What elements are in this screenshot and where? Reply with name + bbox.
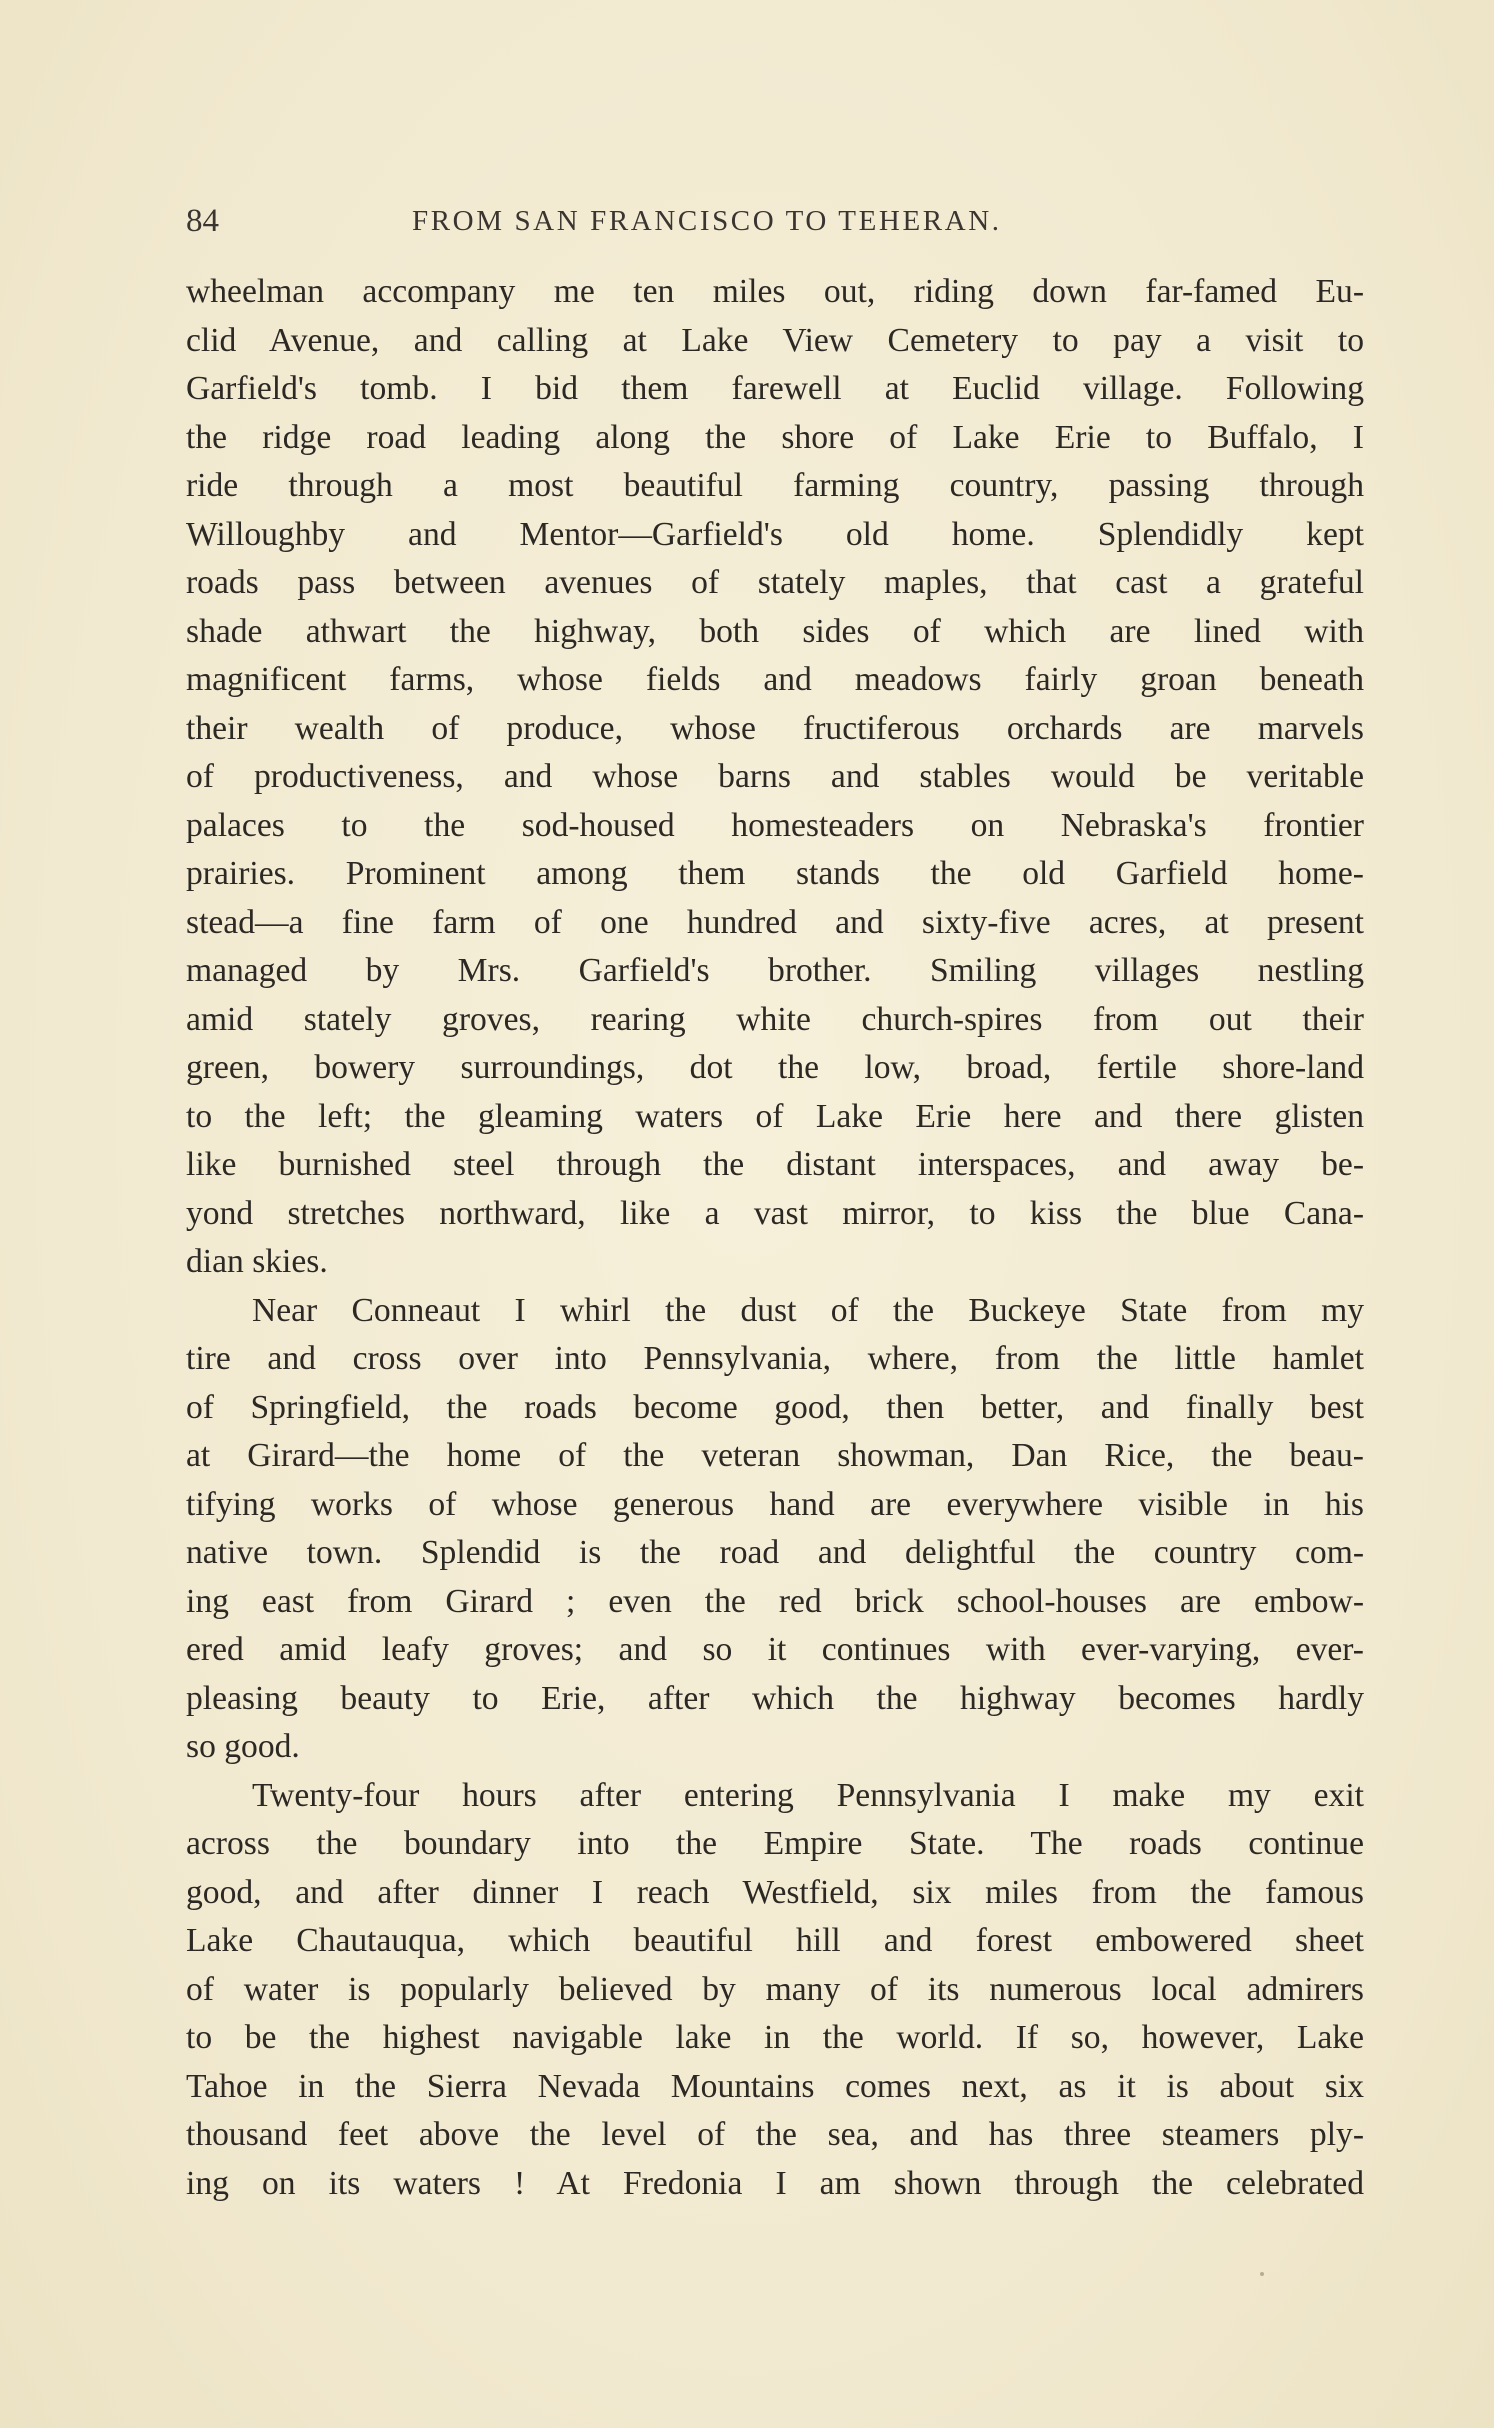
text-line: of productiveness, and whose barns and stables would be veritable [186, 758, 1364, 795]
page-number: 84 [186, 203, 219, 239]
text-line: ride through a most beautiful farming country, passing through [186, 467, 1364, 504]
text-line: to be the highest navigable lake in the world. If so, however, Lake [186, 2019, 1364, 2056]
text-line: wheelman accompany me ten miles out, riding down far-famed Eu- [186, 273, 1364, 310]
text-line: tifying works of whose generous hand are everywhere visible in his [186, 1485, 1364, 1523]
page-header [186, 198, 1364, 244]
paragraph [186, 1772, 1364, 2209]
text-line: dian skies. [186, 1243, 328, 1280]
text-line: Near Conneaut I whirl the dust of the Buckeye State from my [252, 1291, 1364, 1329]
text-line: ing on its waters ! At Fredonia I am shown through the celebrated [186, 2164, 1364, 2202]
text-line: stead—a fine farm of one hundred and sixty-five acres, at present [186, 903, 1364, 941]
text-line: across the boundary into the Empire State. The roads continue [186, 1825, 1364, 1862]
text-line: Tahoe in the Sierra Nevada Mountains comes next, as it is about six [186, 2067, 1364, 2105]
running-head: FROM SAN FRANCISCO TO TEHERAN. [412, 205, 1002, 237]
text-line: managed by Mrs. Garfield's brother. Smiling villages nestling [186, 952, 1364, 989]
text-line: Garfield's tomb. I bid them farewell at Euclid village. Following [186, 370, 1364, 407]
paragraph [186, 1287, 1364, 1772]
body-text [186, 268, 1364, 2208]
text-line: to the left; the gleaming waters of Lake Erie here and there glisten [186, 1097, 1364, 1135]
text-line: palaces to the sod-housed homesteaders on Nebraska's frontier [186, 806, 1364, 844]
paper-speck [1260, 2272, 1264, 2276]
text-line: prairies. Prominent among them stands the old Garfield home- [186, 855, 1364, 892]
text-line: Willoughby and Mentor—Garfield's old home. Splendidly kept [186, 515, 1364, 553]
text-line: of Springfield, the roads become good, then better, and finally best [186, 1388, 1364, 1426]
text-line: like burnished steel through the distant interspaces, and away be- [186, 1146, 1364, 1183]
text-line: at Girard—the home of the veteran showman, Dan Rice, the beau- [186, 1437, 1364, 1474]
text-line: amid stately groves, rearing white church-spires from out their [186, 1000, 1364, 1038]
text-line: yond stretches northward, like a vast mirror, to kiss the blue Cana- [186, 1194, 1364, 1232]
text-line: magnificent farms, whose fields and meadows fairly groan beneath [186, 661, 1364, 698]
text-line: shade athwart the highway, both sides of which are lined with [186, 612, 1364, 650]
text-line: thousand feet above the level of the sea, and has three steamers ply- [186, 2116, 1364, 2153]
text-line: pleasing beauty to Erie, after which the highway becomes hardly [186, 1679, 1364, 1717]
text-line: good, and after dinner I reach Westfield, six miles from the famous [186, 1873, 1364, 1911]
text-line: clid Avenue, and calling at Lake View Cemetery to pay a visit to [186, 321, 1364, 359]
text-line: roads pass between avenues of stately maples, that cast a grateful [186, 564, 1364, 601]
text-line: the ridge road leading along the shore of Lake Erie to Buffalo, I [186, 418, 1364, 456]
text-line: so good. [186, 1728, 300, 1765]
text-line: ing east from Girard ; even the red brick school-houses are embow- [186, 1582, 1364, 1620]
text-line: Twenty-four hours after entering Pennsylvania I make my exit [252, 1776, 1364, 1814]
text-line: ered amid leafy groves; and so it continues with ever-varying, ever- [186, 1631, 1364, 1668]
text-line: Lake Chautauqua, which beautiful hill and forest embowered sheet [186, 1922, 1364, 1959]
text-line: their wealth of produce, whose fructiferous orchards are marvels [186, 709, 1364, 747]
text-line: of water is popularly believed by many of its numerous local admirers [186, 1970, 1364, 2008]
text-line: native town. Splendid is the road and delightful the country com- [186, 1534, 1364, 1571]
paragraph [186, 268, 1364, 1287]
text-line: green, bowery surroundings, dot the low, broad, fertile shore-land [186, 1049, 1364, 1086]
text-line: tire and cross over into Pennsylvania, where, from the little hamlet [186, 1340, 1364, 1377]
